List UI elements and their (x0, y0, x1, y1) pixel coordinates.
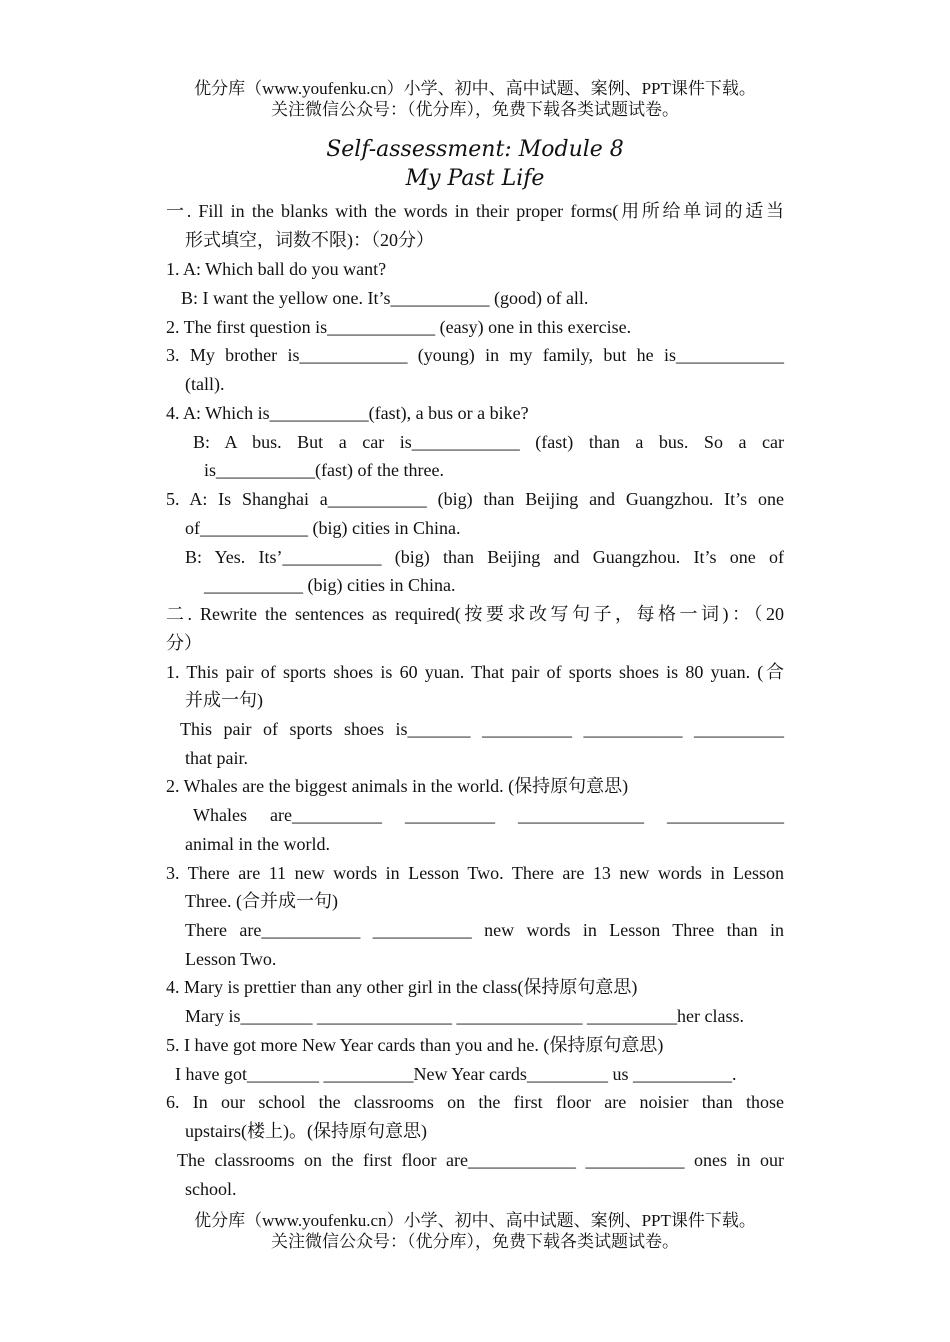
s1-line: B: I want the yellow one. It’s___________ (good) of all. (181, 288, 589, 308)
title-line-2: My Past Life (405, 166, 545, 191)
s1-line: B: Yes. Its’___________ (big) than Beijing and Guangzhou. It’s one of (185, 547, 784, 567)
s2-line: Whales are__________ __________ ______________ _____________ (193, 805, 784, 825)
header-line-2: 关注微信公众号：（优分库），免费下载各类试题试卷。 (271, 100, 679, 119)
s1-line: ___________ (big) cities in China. (204, 575, 456, 595)
s2-line: 6. In our school the classrooms on the first floor are noisier than those (166, 1092, 784, 1112)
s1-line: of____________ (big) cities in China. (185, 518, 461, 538)
section2-heading-cont: 分） (166, 633, 202, 653)
s2-line: The classrooms on the first floor are____________ ___________ ones in our (177, 1150, 784, 1170)
s1-line: 2. The first question is____________ (easy) one in this exercise. (166, 317, 632, 337)
s2-line: This pair of sports shoes is_______ __________ ___________ __________ (180, 719, 784, 739)
s1-line: (tall). (185, 374, 225, 394)
s1-line: 1. A: Which ball do you want? (166, 259, 387, 279)
s2-line: I have got________ __________New Year cards_________ us ___________. (175, 1064, 737, 1084)
s1-line: is___________(fast) of the three. (204, 460, 444, 480)
s2-line: 并成一句) (185, 690, 263, 710)
s1-line: B: A bus. But a car is____________ (fast) than a bus. So a car (193, 432, 784, 452)
s2-line: 1. This pair of sports shoes is 60 yuan. That pair of sports shoes is 80 yuan. (合 (166, 662, 784, 682)
s2-line: Mary is________ _______________ ______________ __________her class. (185, 1006, 744, 1026)
footer-line-1: 优分库（www.youfenku.cn）小学、初中、高中试题、案例、PPT课件下载。 (194, 1211, 756, 1230)
s1-line: 5. A: Is Shanghai a___________ (big) than Beijing and Guangzhou. It’s one (166, 489, 784, 509)
s2-line: 2. Whales are the biggest animals in the world. (保持原句意思) (166, 776, 629, 796)
header-line-1: 优分库（www.youfenku.cn）小学、初中、高中试题、案例、PPT课件下载。 (194, 79, 756, 98)
s2-line: 3. There are 11 new words in Lesson Two. There are 13 new words in Lesson (166, 863, 784, 883)
s1-line: 4. A: Which is___________(fast), a bus or a bike? (166, 403, 529, 423)
section1-heading: 一. Fill in the blanks with the words in their proper forms(用所给单词的适当 (166, 201, 784, 221)
section2-heading: 二. Rewrite the sentences as required(按要求改写句子，每格一词)：（20 (166, 604, 784, 624)
s2-line: that pair. (185, 748, 248, 768)
s1-line: 3. My brother is____________ (young) in my family, but he is____________ (166, 345, 784, 365)
s2-line: There are___________ ___________ new words in Lesson Three than in (185, 920, 784, 940)
s2-line: Lesson Two. (185, 949, 277, 969)
s2-line: 4. Mary is prettier than any other girl in the class(保持原句意思) (166, 977, 638, 997)
footer-line-2: 关注微信公众号：（优分库），免费下载各类试题试卷。 (271, 1232, 679, 1251)
s2-line: upstairs(楼上)。(保持原句意思) (185, 1121, 427, 1141)
title-line-1: Self-assessment: Module 8 (326, 137, 624, 162)
section1-heading-cont: 形式填空，词数不限)：（20分） (185, 230, 434, 250)
s2-line: Three. (合并成一句) (185, 891, 338, 911)
s2-line: school. (185, 1179, 237, 1199)
s2-line: animal in the world. (185, 834, 330, 854)
s2-line: 5. I have got more New Year cards than you and he. (保持原句意思) (166, 1035, 664, 1055)
